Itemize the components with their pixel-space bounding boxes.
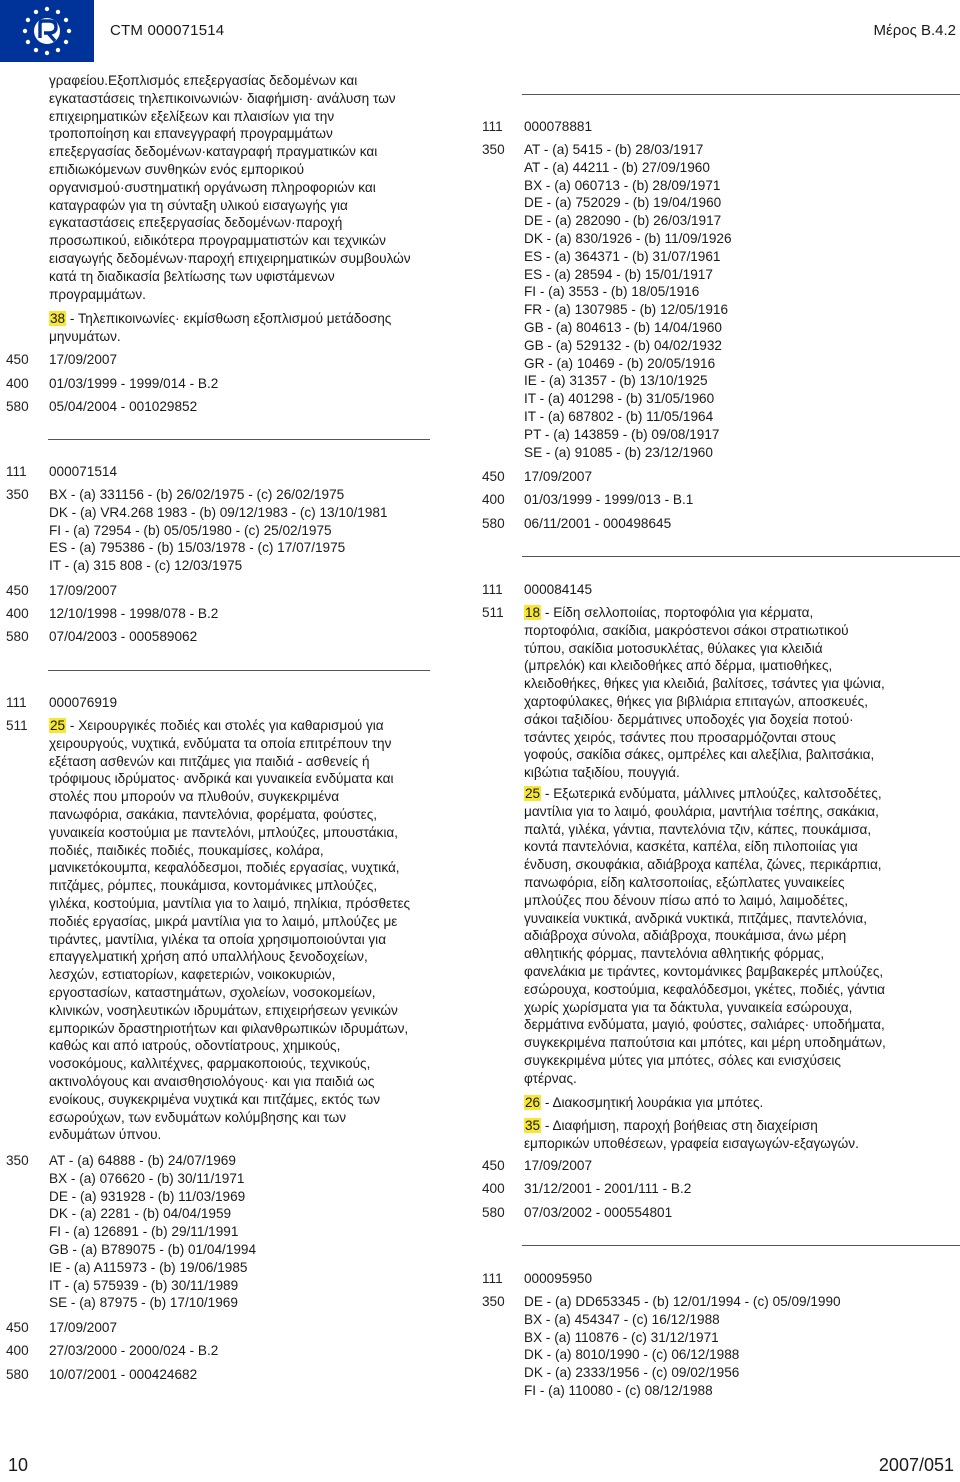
page-number: 10 [8,1455,29,1475]
star-icon [56,48,60,52]
page-header [0,0,960,62]
field-text: 12/10/1998 - 1998/078 - B.2 [49,606,219,621]
field-text: 000076919 [49,695,118,710]
field-value [49,486,434,575]
star-icon [26,40,30,44]
field-text: 31/12/2001 - 2001/111 - B.2 [524,1181,692,1196]
field-value [49,398,434,416]
field-text: 000071514 [49,464,118,479]
field-code: 580 [6,1367,29,1382]
class-number-badge: 25 [525,786,541,801]
field-code: 511 [482,605,504,620]
field-code: 580 [482,1205,505,1220]
header-part: Μέρος B.4.2 [873,22,956,39]
field-text: AT - (a) 64888 - (b) 24/07/1969 BX - (a) 076620 - (b) 30/11/1971 DE - (a) 931928 - (b) 11/03/1969 DK - (a) 2281 - (b) 04/04/1959 FI - (a) 126891 - (b) 29/11/1991 GB - (a) B789075 - (b) 01/04/1994 IE - (a) A115973 - (b) 19/06/1985 IT - (a) 575939 - (b) 30/11/1989 SE - (a) 87975 - (b) 17/10/1969 [49,1153,257,1311]
field-code: 400 [482,1181,505,1196]
star-icon [67,29,71,33]
field-value [49,605,434,623]
field-code: 511 [6,718,28,733]
field-text: γραφείου.Εξοπλισμός επεξεργασίας δεδομένων και εγκαταστάσεις τηλεπικοινωνιών· διαφήμιση· ανάλυση των επιχειρηματικών εξελίξεων και πλαισίων για την τροποποίηση και επανεγγραφή προγραμμάτων επεξεργασίας δεδομένων·καταγραφή πραγματικών και επιδιωκόμενων συνθηκών ενός εμπορικού οργανισμού·συστηματική οργάνωση πληροφοριών και καταγραφών για τη σύνταξη υλικού εισαγωγής για εγκαταστάσεις επεξεργασίας δεδομένων·παροχή προσωπικού, ειδικότερα προγραμματιστών και τεχνικών εισαγωγής δεδομένων·παροχή επιχειρηματικών συμβουλών κατά τη διαδικασία βελτίωσης των υφιστάμενων προγραμμάτων. [49,73,411,302]
field-text: 10/07/2001 - 000424682 [49,1367,198,1382]
field-code: 350 [482,1294,505,1309]
field-value [49,463,434,481]
field-code: 350 [482,142,505,157]
field-value [524,581,955,599]
field-text: 000084145 [524,582,593,597]
field-text: 17/09/2007 [524,1158,593,1173]
field-value [49,628,434,646]
field-text: - Διαφήμιση, παροχή βοήθειας στη διαχείριση εμπορικών υποθέσεων, γραφεία εισαγωγών-εξαγωγών. [524,1118,859,1151]
field-value [49,72,434,303]
star-icon [26,18,30,22]
field-code: 350 [6,1153,29,1168]
field-value [49,310,434,346]
class-number-badge: 38 [50,311,66,326]
field-text: - Εξωτερικά ενδύματα, μάλλινες μπλούζες, καλτσοδέτες, μαντίλια για το λαιμό, φουλάρια, μαντήλια τσέπης, σακάκια, παλτά, γιλέκα, γάντια, παντελόνια τζιν, κάπες, πουκάμισα, κοντά παντελόνια, κασκέτα, καπέλα, είδη πιλοποιίας για ένδυση, σκουφάκια, αδιάβροχα καπέλα, ζώνες, περικάρπια, πανωφόρια, είδη καλτσοποιίας, εξώπλατες γυναικείες μπλούζες που δένουν πίσω από το λαιμό, λαιμοδέτες, γυναικεία νυκτικά, ανδρικά νυκτικά, πιτζάμες, παντελόνια, αδιάβροχα σύνολα, αδιάβροχα, πουκάμισα, άνω μέρη αθλητικής φόρμας, παντελόνια αθλητικής φόρμας, φανελάκια με τιράντες, κοντομάνικες βαμβακερές μπλούζες, εσώρουχα, κοστούμια, κεφαλόδεσμοι, γκέτες, ποδιές, γάντια χωρίς χωρίσματα για τα δάκτυλα, γυναικεία εσώρουχα, δερμάτινα ενδύματα, μαγιό, φούστες, σαλιάρες· υποδήματα, συγκεκριμένα παπούτσια και μπότες, και μέρη υποδημάτων, συγκεκριμένα μύτες για μπότες, σόλες και ενισχύσεις φτέρνας. [524,786,886,1086]
field-code: 111 [6,464,27,479]
star-icon [56,10,60,14]
star-icon [34,10,38,14]
field-value [524,1293,955,1400]
star-icon [64,40,68,44]
field-value [524,141,955,461]
field-value [49,694,434,712]
field-value [524,491,955,509]
field-value [49,375,434,393]
field-text: BX - (a) 331156 - (b) 26/02/1975 - (c) 26/02/1975 DK - (a) VR4.268 1983 - (b) 09/12/1983 - (c) 13/10/1981 FI - (a) 72954 - (b) 05/05/1980 - (c) 25/02/1975 ES - (a) 795386 - (b) 15/03/1978 - (c) 17/07/1975 IT - (a) 315 808 - (c) 12/03/1975 [49,487,388,574]
field-code: 350 [6,487,29,502]
field-code: 400 [6,376,29,391]
field-code: 400 [6,1343,29,1358]
field-value [49,582,434,600]
divider [48,670,430,671]
eu-flag-logo [0,0,94,62]
class-number-badge: 26 [525,1095,541,1110]
eu-stars-icon [0,0,94,62]
field-value [524,1094,955,1112]
field-code: 450 [482,1158,505,1173]
field-value [524,1117,955,1153]
field-text: - Είδη σελλοποιίας, πορτοφόλια για κέρματα, πορτοφόλια, σακίδια, μακρόστενοι σάκοι στρατιωτικού τύπου, σακίδια μοτοσυκλέτας, θύλακες για κλειδιά (μπρελόκ) και κλειδοθήκες από δέρμα, ιματιοθήκες, κλειδοθήκες, θήκες για κλειδιά, βαλίτσες, τσάντες για ψώνια, χαρτοφύλακες, θήκες για βιβλιάρια επιταγών, αποσκευές, σάκοι ταξιδίου· δερμάτινες υποδοχές για δοχεία ποτού· τσάντες χειρός, τσάντες που προσαρμόζονται στους γοφούς, σακίδια σάκες, ομπρέλες και αλεξίλια, βαλιτσάκια, κιβώτια ταξιδίου, πουγγιά. [524,605,885,781]
divider [522,1245,960,1246]
field-code: 450 [6,583,29,598]
class-number-badge: 35 [525,1118,541,1133]
field-value [49,1319,434,1337]
field-value [49,351,434,369]
field-text: - Χειρουργικές ποδιές και στολές για καθαρισμού για χειρουργούς, νυχτικά, ενδύματα τα οποία επιτρέπουν την εξέταση ασθενών και πιτζάμες για παιδιά - ασθενείς ή τρόφιμους ιδρύματος· ανδρικά και γυναικεία ενδύματα και στολές που μπορούν να πλυθούν, συγκεκριμένα πανωφόρια, σακάκια, παντελόνια, φορέματα, φούστες, γυναικεία κοστούμια με παντελόνι, μπλούζες, μπουστάκια, ποδιές, παιδικές ποδιές, πουκαμίσες, κολάρα, μανικετόκουμπα, κεφαλόδεσμοι, ποδιές εργασίας, νυχτικά, πιτζάμες, ρόμπες, πουκάμισα, κοντομάνικες μπλούζες, γιλέκα, κοστούμια, μαντίλια για το λαιμό, πηλίκια, πρόσθετες ποδιές εργασίας, μικρά μαντίλια για το λαιμό, μπλούζες με τιράντες, μαντίλια, γιλέκα τα οποία χρησιμοποιούνται για επαγγελματική χρήση από υπαλλήλους ξενοδοχείων, λεσχών, εστιατορίων, καφετεριών, νοικοκυριών, εργοστασίων, καταστημάτων, σχολείων, νοσοκομείων, κλινικών, νοσηλευτικών ιδρυμάτων, επιχειρήσεων γενικών εμπορικών δραστηριοτήτων και φιλανθρωπικών ιδρυμάτων, καθώς και από ιατρούς, οδοντίατρους, χημικούς, νοσοκόμους, καλλιτέχνες, φαρμακοποιούς, τεχνικούς, ακτινολόγους και αναισθησιολόγους· και για παιδιά ως ενοίκους, συγκεκριμένα νυχτικά και πιτζάμες, εκτός των εσωρούχων, των ενδυμάτων κολύμβησης και των ενδυμάτων ύπνου. [49,718,411,1143]
field-text: 07/03/2002 - 000554801 [524,1205,673,1220]
field-code: 111 [482,582,503,597]
field-text: 17/09/2007 [49,1320,118,1335]
field-text: 17/09/2007 [524,469,593,484]
divider [522,94,960,95]
field-text: 05/04/2004 - 001029852 [49,399,198,414]
field-code: 580 [6,399,29,414]
field-value [524,468,955,486]
field-value [524,604,955,782]
issue-number: 2007/051 [878,1455,954,1475]
field-code: 111 [482,1271,503,1286]
class-number-badge: 18 [525,605,541,620]
field-code: 400 [482,492,505,507]
field-text: AT - (a) 5415 - (b) 28/03/1917 AT - (a) 44211 - (b) 27/09/1960 BX - (a) 060713 - (b) 28/09/1971 DE - (a) 752029 - (b) 19/04/1960 DE - (a) 282090 - (b) 26/03/1917 DK - (a) 830/1926 - (b) 11/09/1926 ES - (a) 364371 - (b) 31/07/1961 ES - (a) 28594 - (b) 15/01/1917 FI - (a) 3553 - (b) 18/05/1916 FR - (a) 1307985 - (b) 12/05/1916 GB - (a) 804613 - (b) 14/04/1960 GB - (a) 529132 - (b) 04/02/1932 GR - (a) 10469 - (b) 20/05/1916 IE - (a) 31357 - (b) 13/10/1925 IT - (a) 401298 - (b) 31/05/1960 IT - (a) 687802 - (b) 11/05/1964 PT - (a) 143859 - (b) 09/08/1917 SE - (a) 91085 - (b) 23/12/1960 [524,142,732,460]
header-code: CTM 000071514 [110,22,225,39]
class-number-badge: 25 [50,718,66,733]
field-text: 000095950 [524,1271,593,1286]
field-code: 400 [6,606,29,621]
field-text: 01/03/1999 - 1999/014 - B.2 [49,376,219,391]
field-code: 450 [6,352,29,367]
field-text: 01/03/1999 - 1999/013 - B.1 [524,492,694,507]
divider [522,556,960,557]
field-text: 17/09/2007 [49,352,118,367]
field-value [524,1204,955,1222]
star-icon [45,7,49,11]
field-text: 07/04/2003 - 000589062 [49,629,198,644]
field-code: 111 [482,119,503,134]
field-value [524,1270,955,1288]
field-text: 27/03/2000 - 2000/024 - B.2 [49,1343,219,1358]
field-code: 450 [482,469,505,484]
divider [48,439,430,440]
field-value [524,1157,955,1175]
field-code: 450 [6,1320,29,1335]
star-icon [45,51,49,55]
field-code: 580 [482,516,505,531]
field-value [49,1366,434,1384]
field-value [524,515,955,533]
star-icon [23,29,27,33]
star-icon [34,48,38,52]
field-text: DE - (a) DD653345 - (b) 12/01/1994 - (c) 05/09/1990 BX - (a) 454347 - (c) 16/12/1988 BX - (a) 110876 - (c) 31/12/1971 DK - (a) 8010/1990 - (c) 06/12/1988 DK - (a) 2333/1956 - (c) 09/02/1956 FI - (a) 110080 - (c) 08/12/1988 [524,1294,841,1398]
field-code: 580 [6,629,29,644]
field-value [524,785,955,1088]
field-value [49,717,434,1144]
field-text: 000078881 [524,119,593,134]
field-value [49,1152,434,1312]
field-text: - Διακοσμητική λουράκια για μπότες. [544,1095,764,1110]
field-text: 17/09/2007 [49,583,118,598]
field-value [49,1342,434,1360]
field-text: - Τηλεπικοινωνίες· εκμίσθωση εξοπλισμού μετάδοσης μηνυμάτων. [49,311,392,344]
star-icon [64,18,68,22]
field-value [524,118,955,136]
field-text: 06/11/2001 - 000498645 [524,516,672,531]
field-value [524,1180,955,1198]
field-code: 111 [6,695,27,710]
